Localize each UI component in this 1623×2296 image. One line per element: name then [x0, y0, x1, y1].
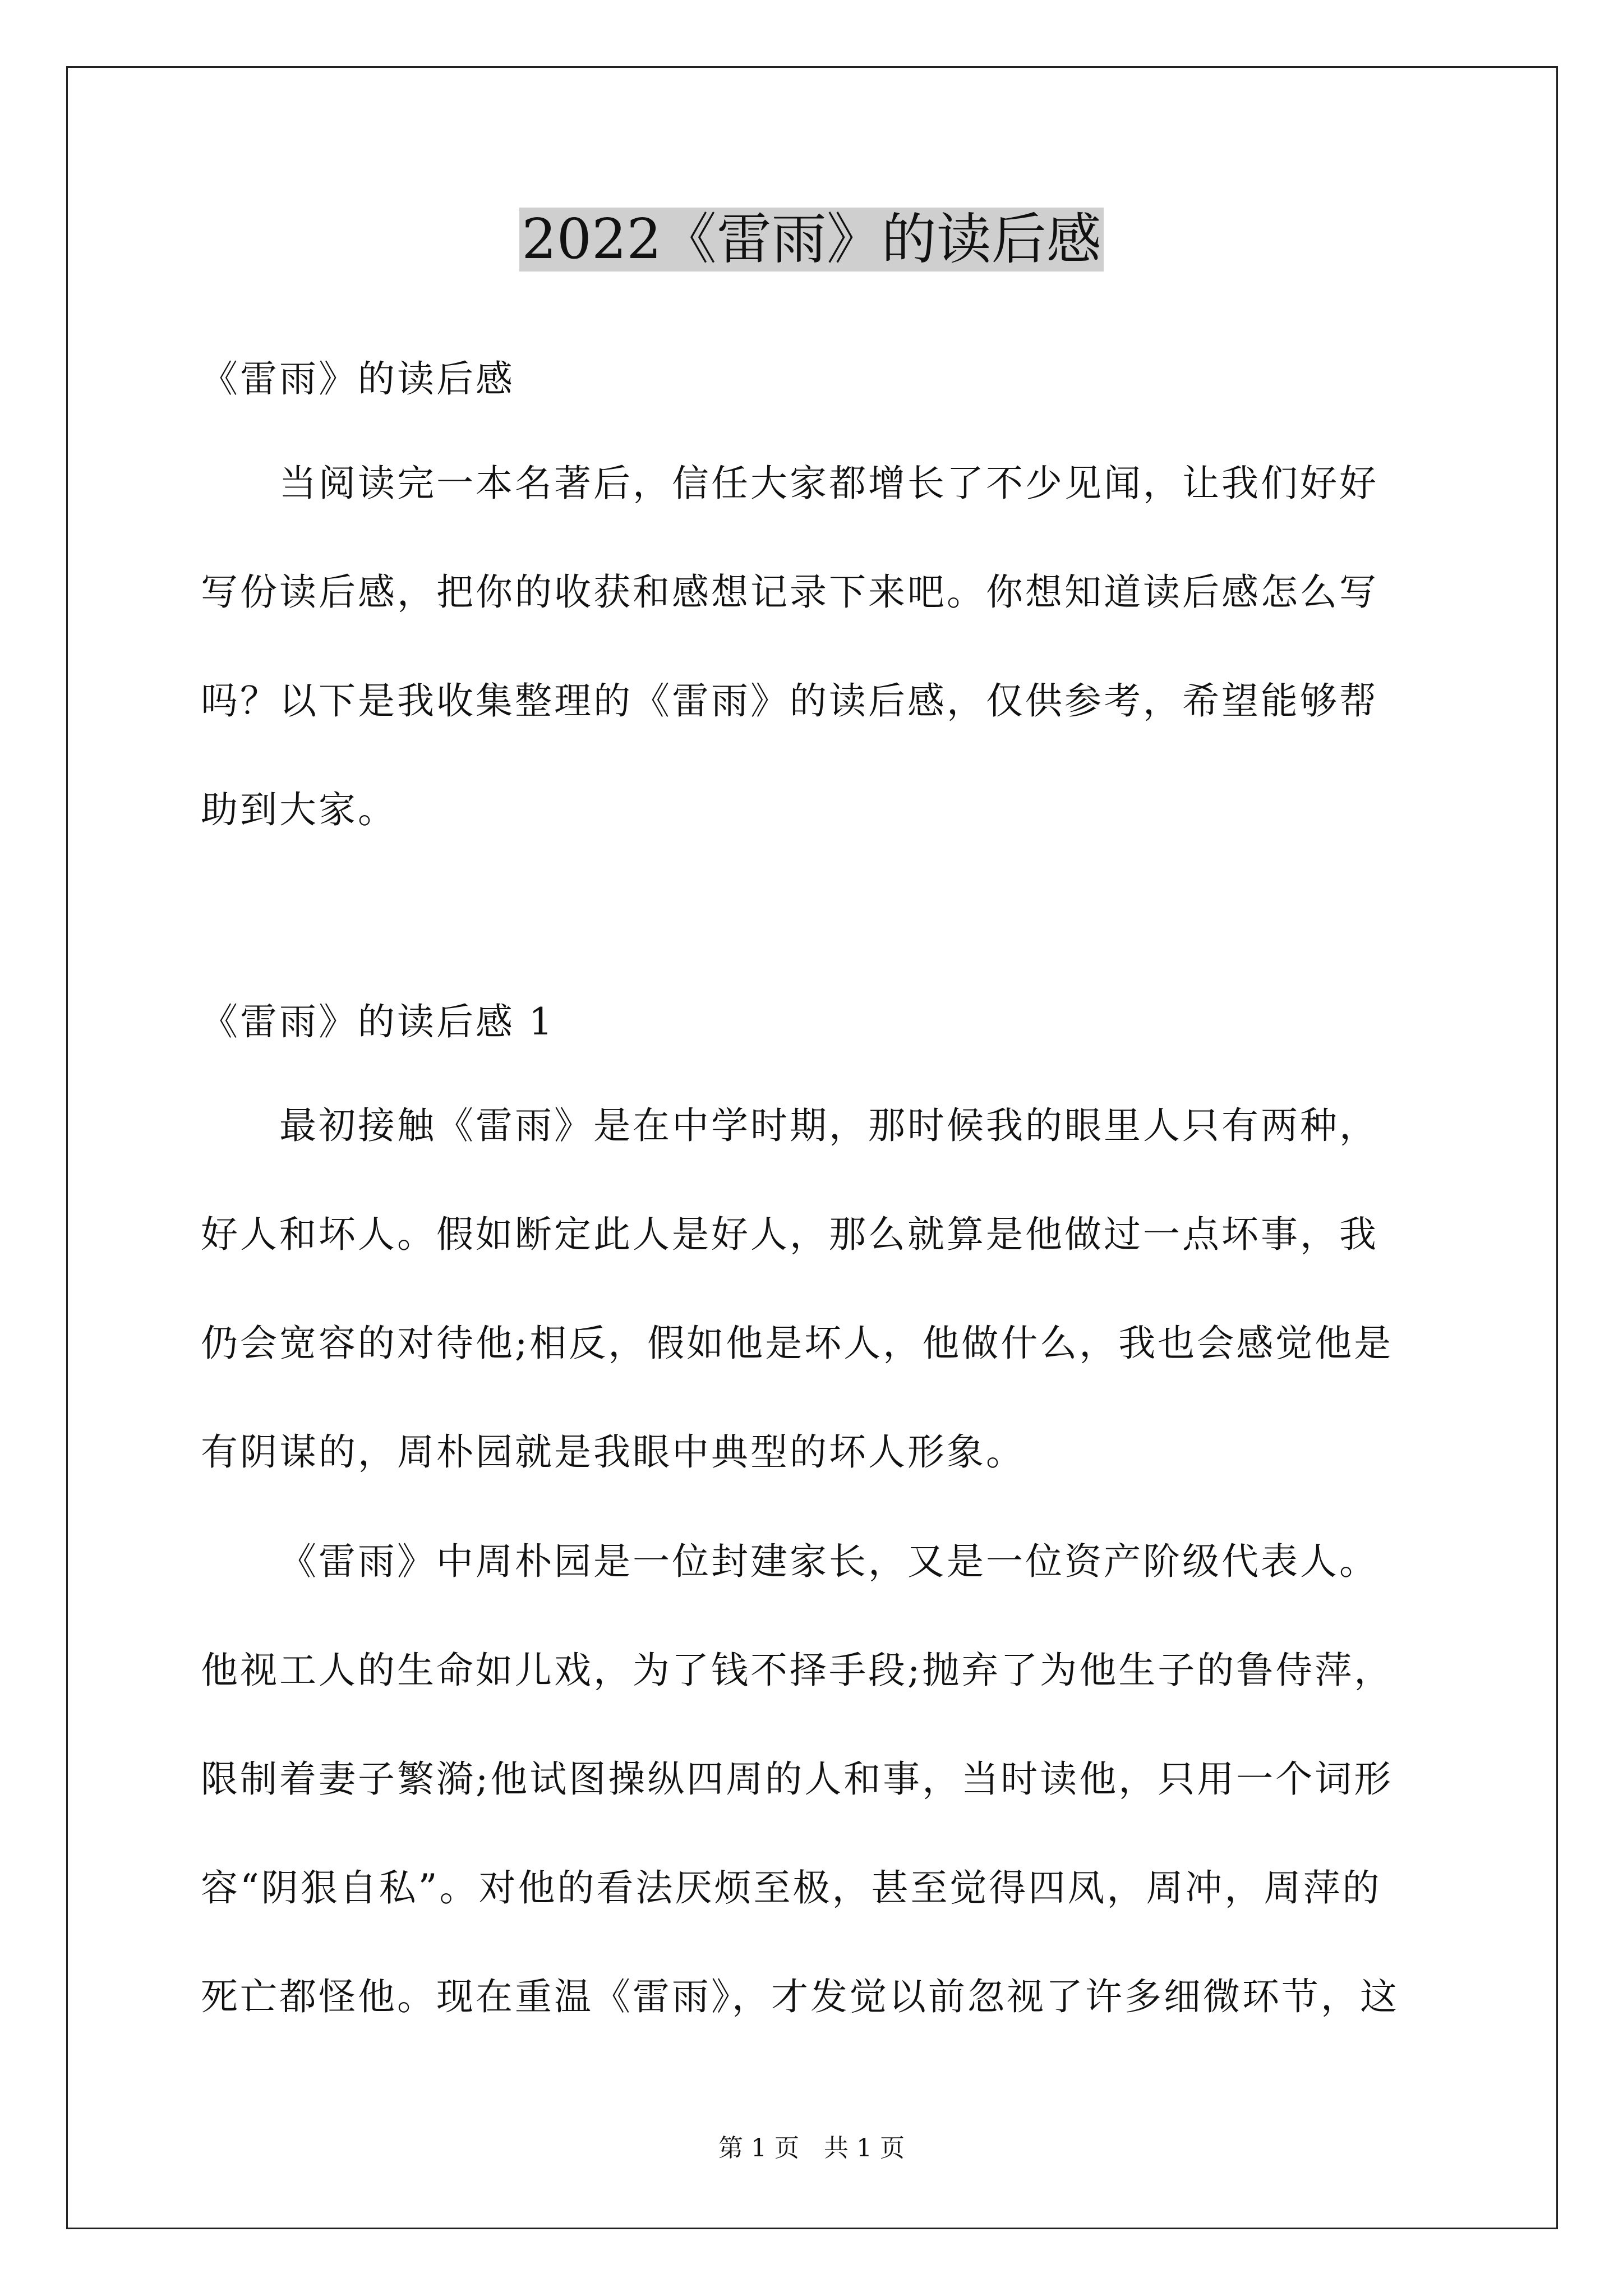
page-footer [0, 2132, 1623, 2165]
text-line: 有阴谋的，周朴园就是我眼中典型的坏人形象。 [201, 1430, 1025, 1474]
text-line: 限制着妻子繁漪;他试图操纵四周的人和事，当时读他，只用一个词形 [201, 1757, 1394, 1801]
text-line: 他视工人的生命如儿戏，为了钱不择手段;抛弃了为他生子的鲁侍萍， [201, 1649, 1394, 1692]
intro-heading: 《雷雨》的读后感 [201, 357, 515, 401]
page-total: 共 1 页 [824, 2134, 905, 2162]
text-line: 仍会宽容的对待他;相反，假如他是坏人，他做什么，我也会感觉他是 [201, 1322, 1394, 1365]
intro-paragraph [201, 429, 1435, 864]
text-line: 当阅读完一本名著后，信任大家都增长了不少见闻，让我们好好 [279, 462, 1378, 505]
text-line: 死亡都怪他。现在重温《雷雨》，才发觉以前忽视了许多细微环节，这 [201, 1975, 1399, 2018]
title-text: 2022《雷雨》的读后感 [519, 208, 1103, 272]
page-number: 第 1 页 [718, 2134, 799, 2162]
document-title [0, 203, 1623, 276]
text-line: 容“阴狠自私”。对他的看法厌烦至极，甚至觉得四凤，周冲，周萍的 [201, 1866, 1382, 1910]
text-line: 吗？以下是我收集整理的《雷雨》的读后感，仅供参考，希望能够帮 [201, 679, 1378, 723]
text-line: 写份读后感，把你的收获和感想记录下来吧。你想知道读后感怎么写 [201, 570, 1378, 614]
section1-paragraph-2 [201, 1507, 1435, 2051]
text-line: 最初接触《雷雨》是在中学时期，那时候我的眼里人只有两种， [279, 1104, 1378, 1147]
section1-heading: 《雷雨》的读后感 1 [201, 1000, 555, 1043]
text-line: 好人和坏人。假如断定此人是好人，那么就算是他做过一点坏事，我 [201, 1213, 1378, 1256]
text-line: 助到大家。 [201, 788, 397, 831]
text-line: 《雷雨》中周朴园是一位封建家长，又是一位资产阶级代表人。 [279, 1540, 1378, 1583]
section1-paragraph-1 [201, 1071, 1435, 1507]
